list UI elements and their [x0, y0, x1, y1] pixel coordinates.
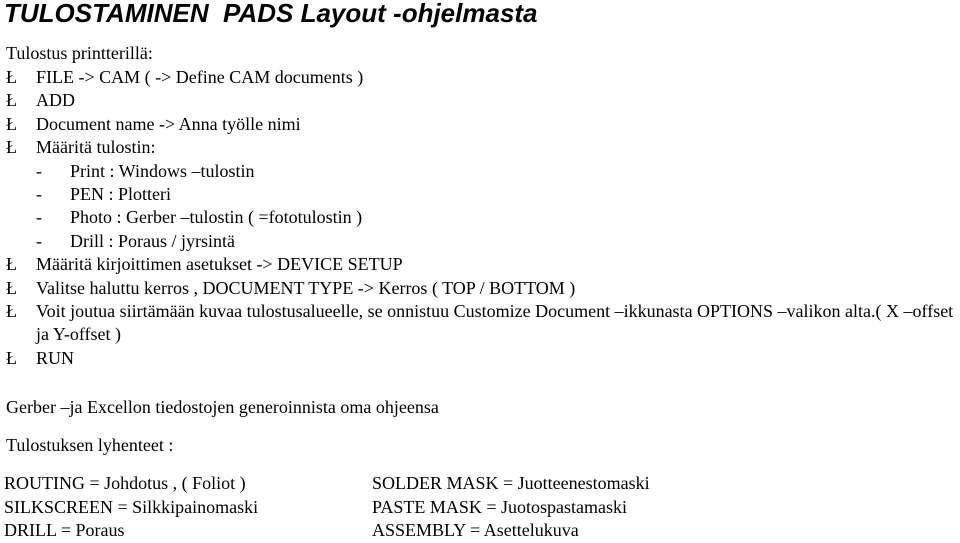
abbreviation-item: ROUTING = Johdotus , ( Foliot ) — [4, 473, 246, 493]
print-steps — [6, 66, 956, 370]
dash-icon: - — [36, 230, 42, 251]
list-item: Ł FILE -> CAM ( -> Define CAM documents ) — [6, 66, 956, 89]
list-item: Ł Document name -> Anna työlle nimi — [6, 113, 956, 136]
bullet-icon: Ł — [6, 67, 17, 87]
sub-list-item: - PEN : Plotteri — [6, 183, 956, 206]
list-item: Ł Määritä tulostin: — [6, 136, 956, 159]
abbreviation-item: DRILL = Poraus — [4, 520, 125, 540]
gerber-note: Gerber –ja Excellon tiedostojen generoinnista oma ohjeensa — [6, 397, 439, 417]
page-title: TULOSTAMINEN PADS Layout -ohjelmasta — [4, 0, 538, 28]
sub-list-item: - Print : Windows –tulostin — [6, 160, 956, 183]
abbreviation-item: SILKSCREEN = Silkkipainomaski — [4, 496, 259, 517]
list-item: Ł Määritä kirjoittimen asetukset -> DEVICE SETUP — [6, 253, 956, 276]
sub-list-item: - Photo : Gerber –tulostin ( =fototulostin ) — [6, 206, 956, 229]
list-item: Ł RUN — [6, 347, 956, 370]
bullet-icon: Ł — [6, 113, 17, 134]
bullet-icon: Ł — [6, 347, 17, 368]
abbreviations-right-column — [372, 472, 650, 543]
list-item: Ł ADD — [6, 89, 956, 112]
list-item: Ł Valitse haluttu kerros , DOCUMENT TYPE -> Kerros ( TOP / BOTTOM ) — [6, 277, 956, 300]
bullet-icon: Ł — [6, 301, 17, 322]
abbreviation-item: SOLDER MASK = Juotteenestomaski — [372, 473, 650, 493]
dash-icon: - — [36, 160, 42, 181]
bullet-icon: Ł — [6, 137, 17, 158]
bullet-icon: Ł — [6, 277, 17, 298]
bullet-icon: Ł — [6, 254, 17, 275]
abbreviation-item: ASSEMBLY = Asettelukuva — [372, 520, 579, 540]
list-item: Ł Voit joutua siirtämään kuvaa tulostusalueelle, se onnistuu Customize Document –ikkunasta OPTIONS –valikon alta.( X –offset ja Y-offset ) — [6, 301, 954, 345]
dash-icon: - — [36, 184, 42, 205]
sub-list-item: - Drill : Poraus / jyrsintä — [6, 230, 956, 253]
print-heading: Tulostus printterillä: — [6, 43, 153, 63]
abbreviation-item: PASTE MASK = Juotospastamaski — [372, 496, 628, 517]
abbreviations-left-column — [4, 472, 258, 543]
dash-icon: - — [36, 207, 42, 228]
abbreviations-heading: Tulostuksen lyhenteet : — [6, 435, 174, 455]
bullet-icon: Ł — [6, 90, 17, 111]
